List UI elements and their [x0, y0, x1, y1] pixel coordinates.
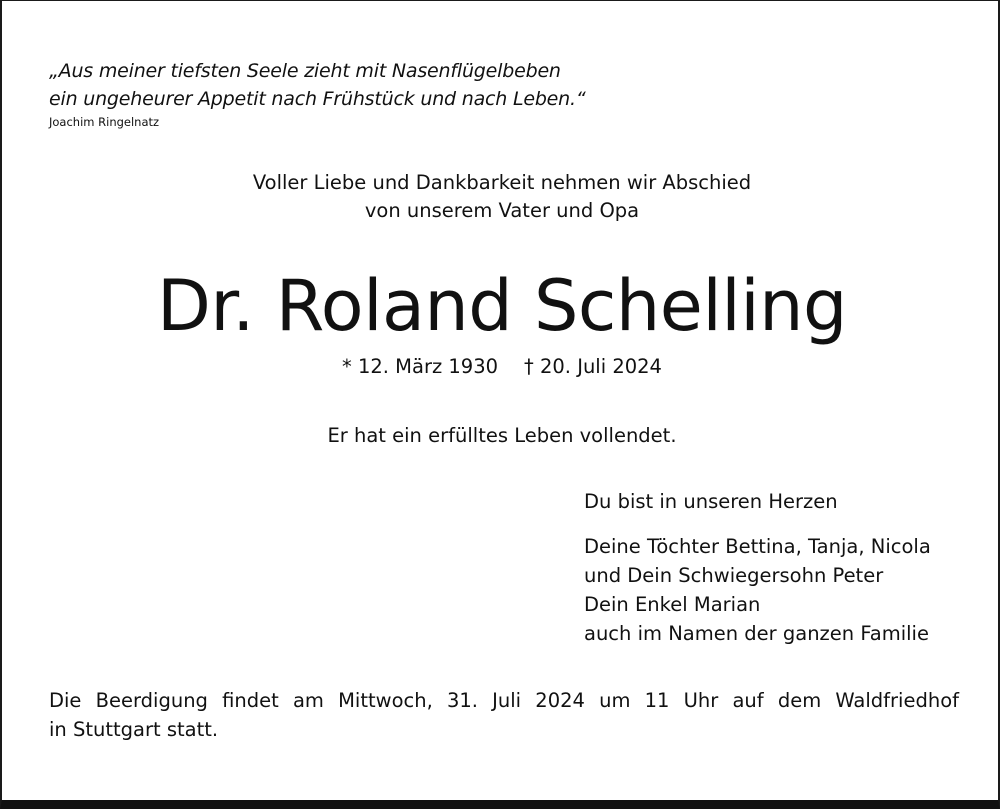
quote-line-2: ein ungeheurer Appetit nach Frühstück und nach Leben.“: [49, 88, 586, 110]
mourners-block: [584, 488, 984, 648]
quote-line-1: „Aus meiner tiefsten Seele zieht mit Nasenflügelbeben: [49, 60, 561, 82]
death-date: † 20. Juli 2024: [524, 355, 662, 378]
quote-author: Joachim Ringelnatz: [49, 115, 160, 129]
epigraph-quote: [49, 57, 669, 131]
farewell-intro: [2, 169, 1000, 225]
burial-line-2: in Stuttgart statt.: [49, 718, 219, 741]
mourner-line-3: Dein Enkel Marian: [584, 593, 761, 616]
mourner-line-2: und Dein Schwiegersohn Peter: [584, 564, 884, 587]
burial-notice: [49, 686, 959, 744]
heart-line: Du bist in unseren Herzen: [584, 490, 838, 513]
birth-date: * 12. März 1930: [342, 355, 499, 378]
life-dates: [2, 353, 1000, 381]
intro-line-2: von unserem Vater und Opa: [364, 199, 640, 222]
mourner-line-4: auch im Namen der ganzen Familie: [584, 622, 929, 645]
intro-line-1: Voller Liebe und Dankbarkeit nehmen wir Abschied: [252, 171, 752, 194]
mourner-line-1: Deine Töchter Bettina, Tanja, Nicola: [584, 535, 931, 558]
burial-line-1: Die Beerdigung findet am Mittwoch, 31. Juli 2024 um 11 Uhr auf dem Waldfriedhof: [49, 689, 959, 712]
tribute-line: Er hat ein erfülltes Leben vollendet.: [327, 424, 677, 447]
deceased-name: Dr. Roland Schelling: [157, 265, 847, 347]
